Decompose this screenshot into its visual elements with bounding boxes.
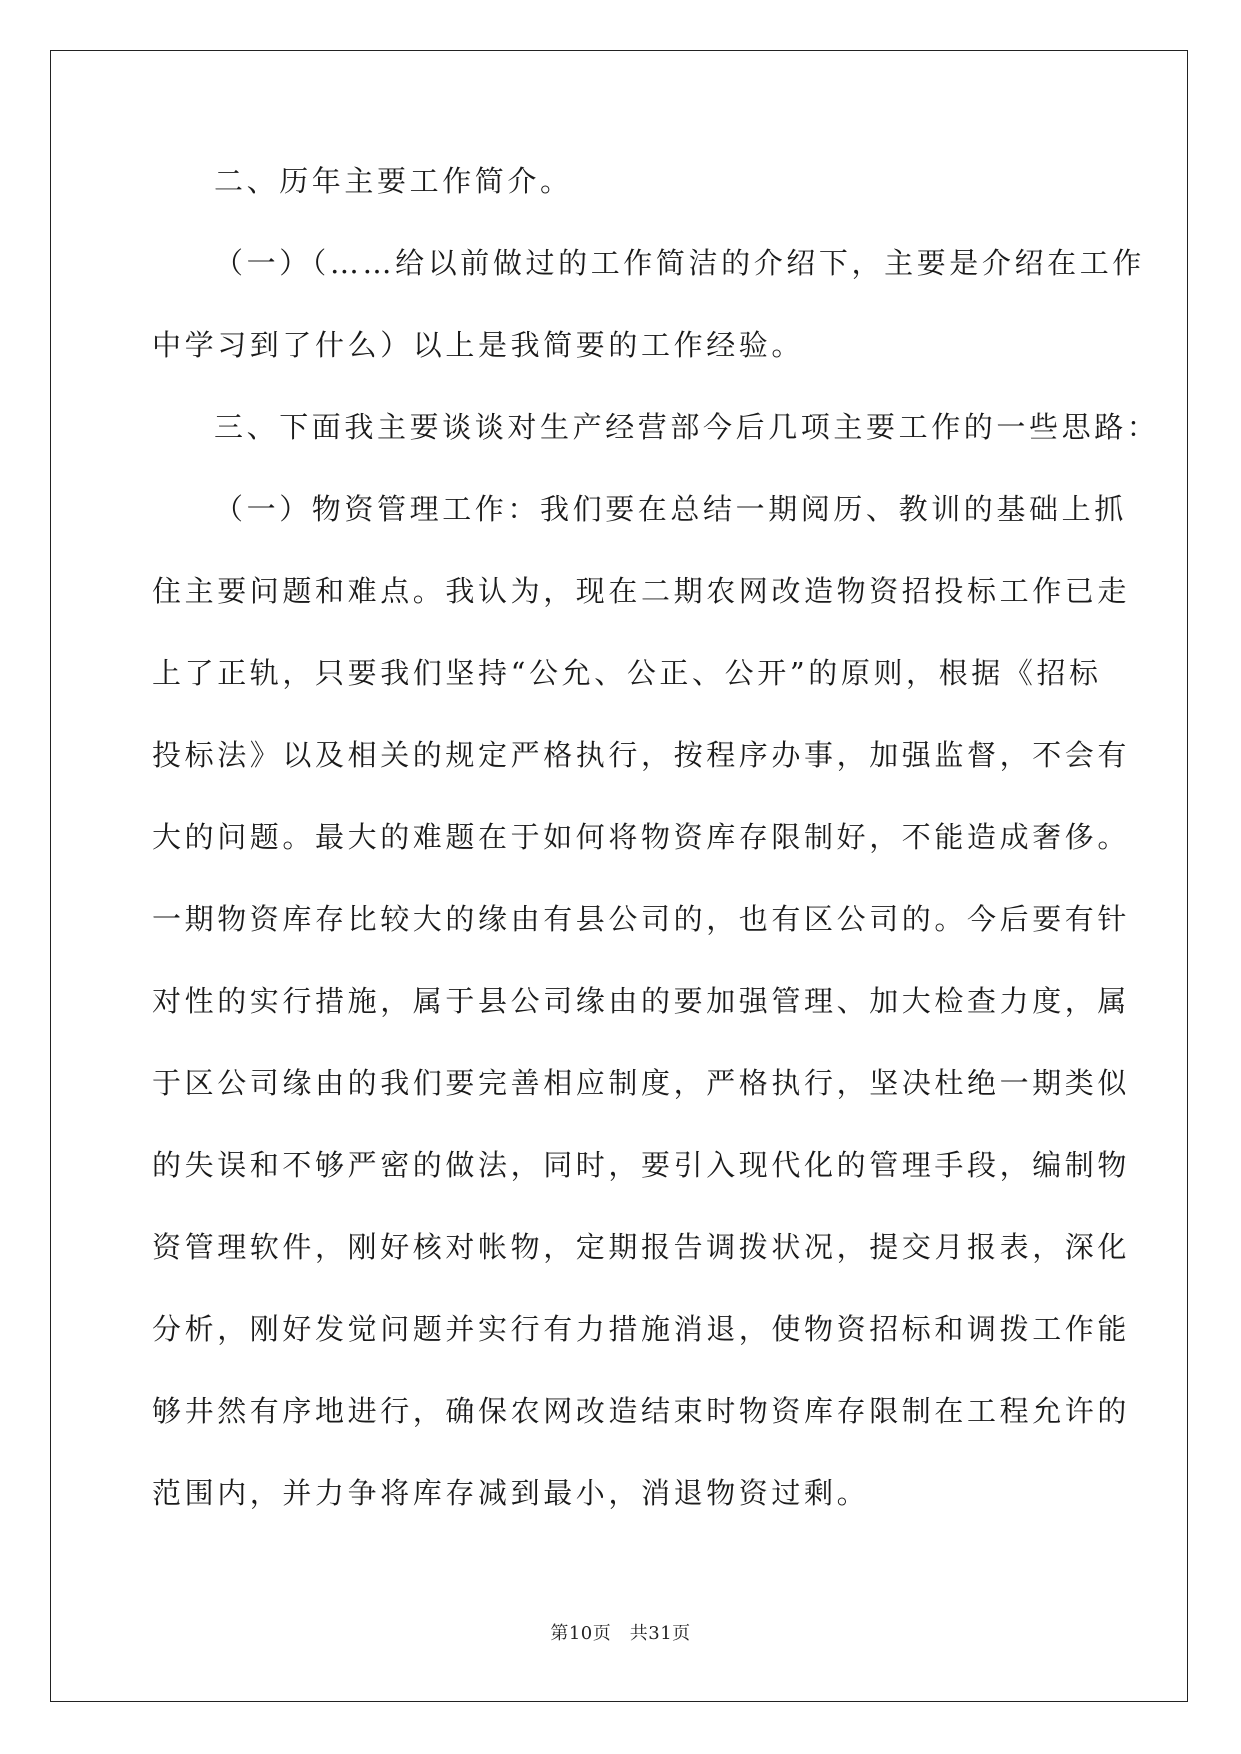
page-number: 第10页 共31页 bbox=[550, 1623, 691, 1644]
paragraph-line: 中学习到了什么）以上是我简要的工作经验。 bbox=[152, 328, 805, 362]
paragraph-line: （一）（……给以前做过的工作简洁的介绍下，主要是介绍在工作 bbox=[214, 246, 1145, 280]
paragraph-line: 投标法》以及相关的规定严格执行，按程序办事，加强监督，不会有 bbox=[152, 738, 1131, 772]
paragraph-line: （一）物资管理工作：我们要在总结一期阅历、教训的基础上抓 bbox=[214, 492, 1127, 526]
document-body bbox=[152, 163, 1160, 1557]
paragraph-line: 二、历年主要工作简介。 bbox=[214, 164, 573, 198]
paragraph-line: 的失误和不够严密的做法，同时，要引入现代化的管理手段，编制物 bbox=[152, 1148, 1131, 1182]
paragraph-line: 资管理软件，刚好核对帐物，定期报告调拨状况，提交月报表，深化 bbox=[152, 1230, 1131, 1264]
paragraph-line: 三、下面我主要谈谈对生产经营部今后几项主要工作的一些思路： bbox=[214, 410, 1160, 444]
paragraph-line: 对性的实行措施，属于县公司缘由的要加强管理、加大检查力度，属 bbox=[152, 984, 1131, 1018]
paragraph-line: 于区公司缘由的我们要完善相应制度，严格执行，坚决杜绝一期类似 bbox=[152, 1066, 1131, 1100]
paragraph-line: 够井然有序地进行，确保农网改造结束时物资库存限制在工程允许的 bbox=[152, 1394, 1131, 1428]
paragraph-line: 分析，刚好发觉问题并实行有力措施消退，使物资招标和调拨工作能 bbox=[152, 1312, 1131, 1346]
paragraph-line: 一期物资库存比较大的缘由有县公司的，也有区公司的。今后要有针 bbox=[152, 902, 1131, 936]
paragraph-line: 大的问题。最大的难题在于如何将物资库存限制好，不能造成奢侈。 bbox=[152, 820, 1131, 854]
paragraph-line: 住主要问题和难点。我认为，现在二期农网改造物资招投标工作已走 bbox=[152, 574, 1131, 608]
paragraph-line: 上了正轨，只要我们坚持“公允、公正、公开”的原则，根据《招标 bbox=[152, 656, 1102, 690]
paragraph-line: 范围内，并力争将库存减到最小，消退物资过剩。 bbox=[152, 1476, 870, 1510]
page-footer bbox=[0, 1623, 1241, 1645]
